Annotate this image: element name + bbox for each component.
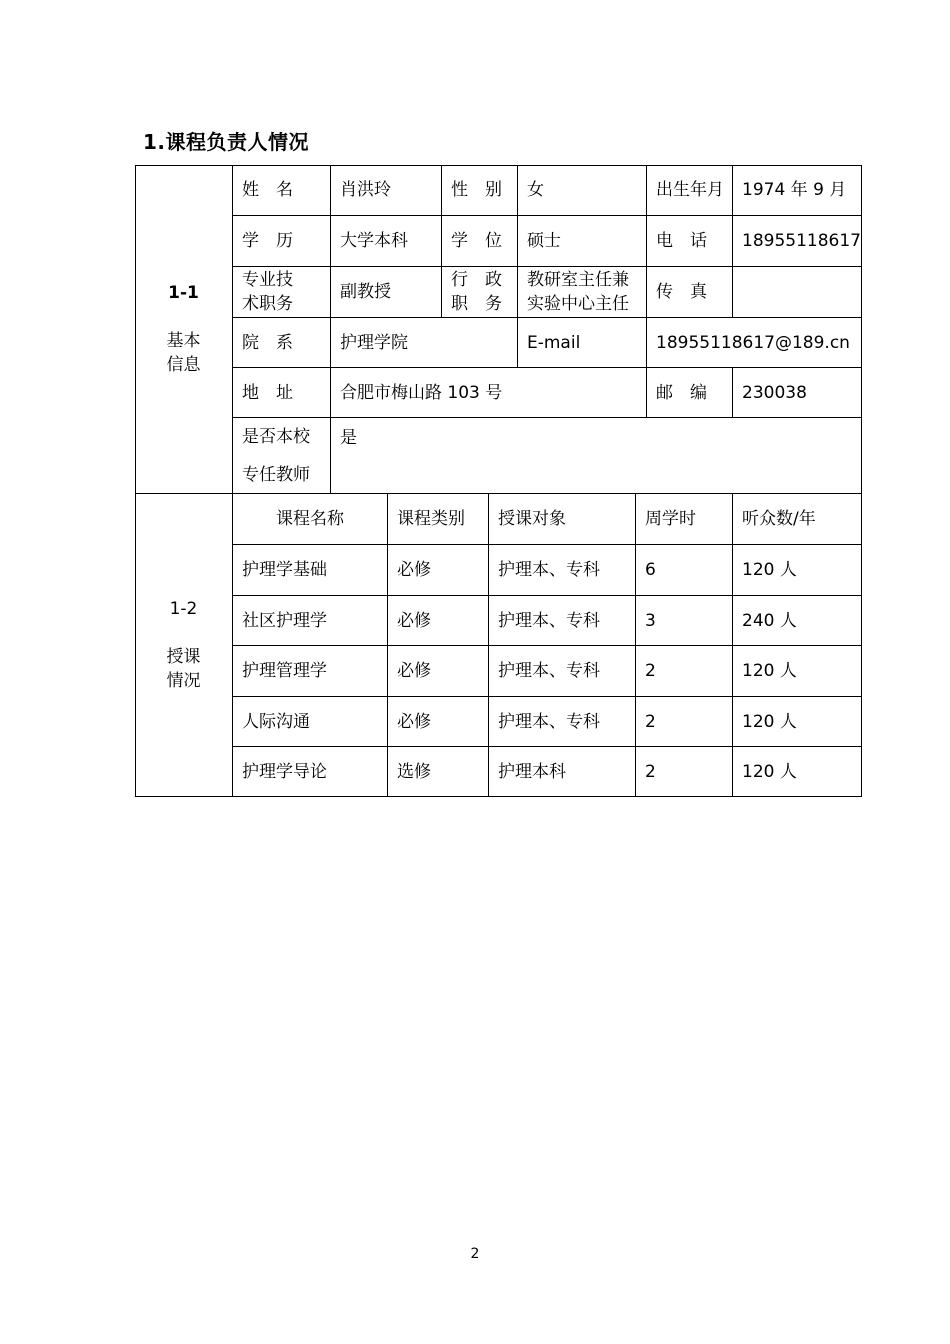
- fulltime-teacher-value: 是: [331, 418, 862, 494]
- admin-position-value-line2: 实验中心主任: [527, 294, 629, 314]
- table-row-4-course: 人际沟通: [233, 697, 388, 747]
- fax-value: [733, 267, 862, 318]
- table-row-2-audience: 护理本、专科: [489, 596, 636, 646]
- basic-section-number: 1-1: [168, 283, 199, 303]
- admin-position-value: [518, 267, 647, 318]
- admin-position-label-line1: 行 政: [451, 270, 502, 290]
- col-header-audience: 授课对象: [489, 494, 636, 545]
- col-header-course-name: 课程名称: [233, 494, 388, 545]
- table-row-5-type: 选修: [388, 747, 489, 797]
- education-label: 学 历: [233, 216, 331, 267]
- education-value: 大学本科: [331, 216, 442, 267]
- table-row-1-hours: 6: [636, 545, 733, 596]
- admin-position-label-line2: 职 务: [451, 294, 502, 314]
- table-row-4-audience: 护理本、专科: [489, 697, 636, 747]
- table-row-2-type: 必修: [388, 596, 489, 646]
- basic-info-section-label: [135, 165, 233, 494]
- basic-section-name-1: 基本: [166, 331, 201, 351]
- table-row-3-hours: 2: [636, 646, 733, 697]
- phone-label: 电 话: [647, 216, 733, 267]
- email-value: 18955118617@189.cn: [647, 318, 862, 368]
- address-label: 地 址: [233, 368, 331, 418]
- col-header-listeners: 听众数/年: [733, 494, 862, 545]
- fulltime-teacher-label-line1: 是否本校: [242, 426, 310, 447]
- table-row-3-type: 必修: [388, 646, 489, 697]
- table-row-5-listeners: 120 人: [733, 747, 862, 797]
- birth-label: 出生年月: [647, 165, 733, 216]
- professional-title-label-line1: 专业技: [242, 270, 293, 290]
- fulltime-teacher-label: [233, 418, 331, 494]
- address-value: 合肥市梅山路 103 号: [331, 368, 647, 418]
- table-row-5-audience: 护理本科: [489, 747, 636, 797]
- table-row-5-hours: 2: [636, 747, 733, 797]
- table-row-4-hours: 2: [636, 697, 733, 747]
- table-row-2-hours: 3: [636, 596, 733, 646]
- basic-section-name-2: 信息: [166, 355, 201, 375]
- name-label: 姓 名: [233, 165, 331, 216]
- page-number: 2: [470, 1246, 480, 1262]
- admin-position-value-line1: 教研室主任兼: [527, 270, 629, 290]
- table-row-1-type: 必修: [388, 545, 489, 596]
- professional-title-label: [233, 267, 331, 318]
- professional-title-label-line2: 术职务: [242, 294, 293, 314]
- email-label: E-mail: [518, 318, 647, 368]
- table-row-5-course: 护理学导论: [233, 747, 388, 797]
- phone-value: 18955118617: [733, 216, 862, 267]
- admin-position-label: [442, 267, 518, 318]
- fax-label: 传 真: [647, 267, 733, 318]
- table-row-2-listeners: 240 人: [733, 596, 862, 646]
- department-value: 护理学院: [331, 318, 518, 368]
- table-row-1-course: 护理学基础: [233, 545, 388, 596]
- col-header-weekly-hours: 周学时: [636, 494, 733, 545]
- col-header-course-type: 课程类别: [388, 494, 489, 545]
- gender-label: 性 别: [442, 165, 518, 216]
- degree-label: 学 位: [442, 216, 518, 267]
- table-row-1-audience: 护理本、专科: [489, 545, 636, 596]
- department-label: 院 系: [233, 318, 331, 368]
- table-row-2-course: 社区护理学: [233, 596, 388, 646]
- birth-value: 1974 年 9 月: [733, 165, 862, 216]
- professional-title-value: 副教授: [331, 267, 442, 318]
- table-row-4-listeners: 120 人: [733, 697, 862, 747]
- teaching-section-name-1: 授课: [166, 647, 201, 667]
- gender-value: 女: [518, 165, 647, 216]
- degree-value: 硕士: [518, 216, 647, 267]
- table-row-3-listeners: 120 人: [733, 646, 862, 697]
- table-row-3-course: 护理管理学: [233, 646, 388, 697]
- teaching-section-name-2: 情况: [166, 671, 201, 691]
- postcode-value: 230038: [733, 368, 862, 418]
- teaching-section-number: 1-2: [169, 599, 198, 619]
- fulltime-teacher-label-line2: 专任教师: [242, 464, 310, 485]
- name-value: 肖洪玲: [331, 165, 442, 216]
- table-row-1-listeners: 120 人: [733, 545, 862, 596]
- section-title: 1.课程负责人情况: [143, 130, 310, 154]
- postcode-label: 邮 编: [647, 368, 733, 418]
- table-row-4-type: 必修: [388, 697, 489, 747]
- table-row-3-audience: 护理本、专科: [489, 646, 636, 697]
- teaching-section-label: [135, 494, 233, 797]
